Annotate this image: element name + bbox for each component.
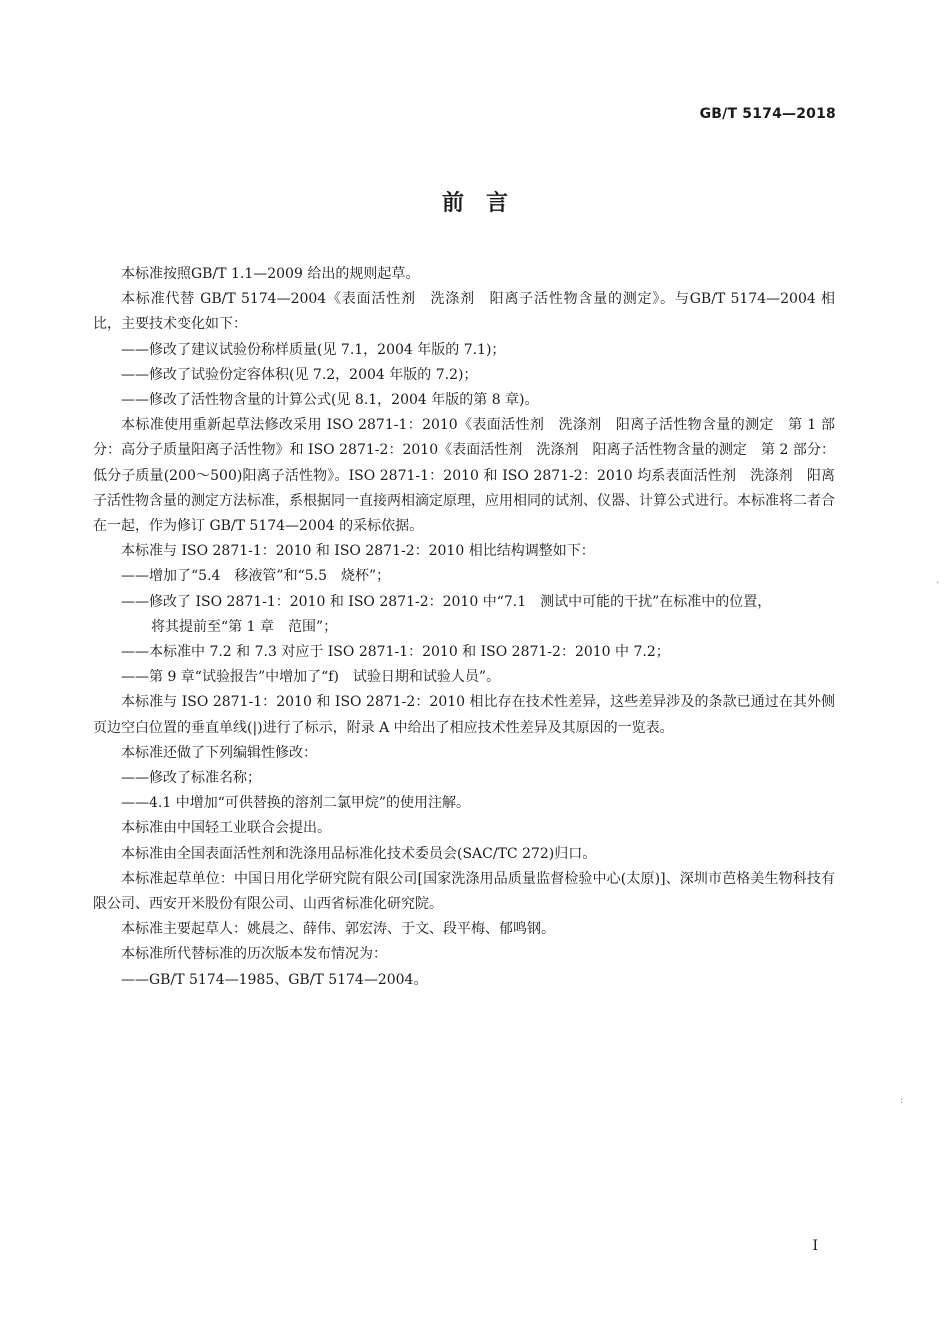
paragraph: 本标准由全国表面活性剂和洗涤用品标准化技术委员会(SAC/TC 272)归口。	[121, 845, 597, 862]
list-item: 将其提前至“第 1 章 范围”；	[151, 618, 338, 635]
standard-code: GB/T 5174—2018	[699, 106, 836, 122]
list-item: ——4.1 中增加“可供替换的溶剂二氯甲烷”的使用注解。	[121, 795, 471, 812]
list-item: ——GB/T 5174—1985、GB/T 5174—2004。	[121, 971, 428, 988]
paragraph: 本标准与 ISO 2871-1：2010 和 ISO 2871-2：2010 相比结构调整如下：	[121, 543, 595, 560]
page-title: 前言	[441, 190, 530, 216]
list-item: ——本标准中 7.2 和 7.3 对应于 ISO 2871-1：2010 和 ISO 2871-2：2010 中 7.2；	[121, 644, 670, 661]
list-item: ——增加了“5.4 移液管”和“5.5 烧杯”；	[121, 568, 391, 585]
document-body	[93, 262, 835, 993]
scan-speck: ·	[936, 578, 940, 589]
list-item: ——修改了建议试验份称样质量(见 7.1，2004 年版的 7.1)；	[121, 341, 506, 358]
paragraph: 本标准所代替标准的历次版本发布情况为：	[121, 946, 387, 963]
list-item: ——第 9 章“试验报告”中增加了“f) 试验日期和试验人员”。	[121, 669, 501, 686]
paragraph: 本标准起草单位：中国日用化学研究院有限公司[国家洗涤用品质量监督检验中心(太原)]、深圳市芭格美生物科技有限公司、西安开米股份有限公司、山西省标准化研究院。	[93, 870, 835, 913]
page-number: I	[812, 1238, 818, 1254]
paragraph: 本标准与 ISO 2871-1：2010 和 ISO 2871-2：2010 相比存在技术性差异，这些差异涉及的条款已通过在其外侧页边空白位置的垂直单线(|)进行了标示，附录 A 中给出了相应技术性差异及其原因的一览表。	[93, 694, 835, 736]
list-item: ——修改了标准名称；	[121, 770, 261, 787]
scan-speck: :	[900, 1095, 904, 1106]
list-item: ——修改了 ISO 2871-1：2010 和 ISO 2871-2：2010 中“7.1 测试中可能的干扰”在标准中的位置，	[121, 593, 772, 610]
paragraph: 本标准主要起草人：姚晨之、薛伟、郭宏涛、于文、段平梅、郁鸣钢。	[121, 921, 555, 938]
paragraph: 本标准还做了下列编辑性修改：	[121, 744, 317, 761]
paragraph: 本标准按照GB/T 1.1—2009 给出的规则起草。	[121, 266, 420, 282]
paragraph: 本标准由中国轻工业联合会提出。	[121, 820, 331, 837]
list-item: ——修改了活性物含量的计算公式(见 8.1，2004 年版的第 8 章)。	[121, 392, 539, 409]
list-item: ——修改了试验份定容体积(见 7.2，2004 年版的 7.2)；	[121, 366, 478, 383]
paragraph: 本标准代替 GB/T 5174—2004《表面活性剂 洗涤剂 阳离子活性物含量的测定》。与GB/T 5174—2004 相比，主要技术变化如下：	[93, 291, 835, 333]
paragraph: 本标准使用重新起草法修改采用 ISO 2871-1：2010《表面活性剂 洗涤剂 阳离子活性物含量的测定 第 1 部分：高分子质量阳离子活性物》和 ISO 2871-2：2010《表面活性剂 洗涤剂 阳离子活性物含量的测定 第 2 部分：低分子质量(200～500)阳离子活性物》。ISO 2871-1：2010 和 ISO 2871-2：2010 均系表面活性剂 洗涤剂 阳离子活性物含量的测定方法标准，系根据同一直接两相滴定原理，应用相同的试剂、仪器、计算公式进行。本标准将二者合在一起，作为修订 GB/T 5174—2004 的采标依据。	[93, 417, 835, 535]
